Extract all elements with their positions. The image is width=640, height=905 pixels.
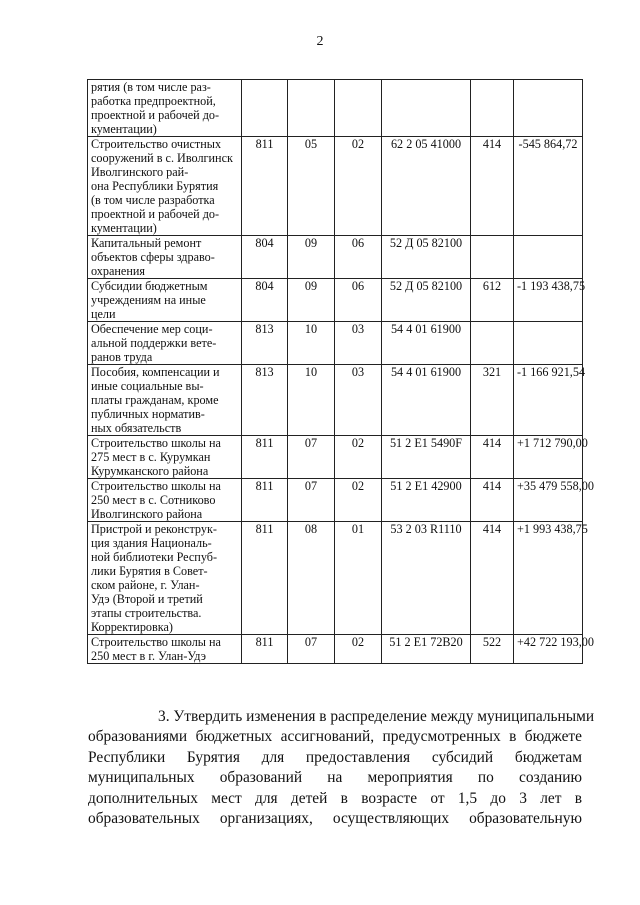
- code-target-article-cell: 54 4 01 61900: [382, 365, 471, 436]
- code-target-article-cell: [382, 80, 471, 137]
- description-line: проектной и рабочей до-: [91, 207, 220, 221]
- description-line: Обеспечение мер соци-: [91, 322, 213, 336]
- amount-cell: [514, 236, 583, 279]
- code-subsection-cell: 06: [335, 279, 382, 322]
- description-line: Иволгинского района: [91, 507, 203, 521]
- description-line: Иволгинского рай-: [91, 165, 189, 179]
- code-gr-cell: 811: [242, 522, 288, 635]
- code-section-cell: 05: [288, 137, 335, 236]
- code-subsection-cell: 02: [335, 436, 382, 479]
- code-subsection-cell: 06: [335, 236, 382, 279]
- paragraph-3: [88, 707, 595, 829]
- description-line: кументации): [91, 221, 157, 235]
- description-cell: [88, 322, 242, 365]
- code-target-article-cell: 54 4 01 61900: [382, 322, 471, 365]
- code-section-cell: 07: [288, 635, 335, 664]
- paragraph-line: образованиями бюджетных ассигнований, предусмотренных в бюджете: [88, 728, 582, 746]
- code-expense-type-cell: 321: [471, 365, 514, 436]
- description-line: Капитальный ремонт: [91, 236, 202, 250]
- table-body: [88, 80, 594, 664]
- code-gr-cell: 811: [242, 137, 288, 236]
- description-line: ция здания Националь-: [91, 536, 212, 550]
- description-line: публичных норматив-: [91, 407, 205, 421]
- amount-cell: [514, 322, 583, 365]
- table-row: [88, 80, 583, 137]
- code-gr-cell: 804: [242, 279, 288, 322]
- table-row: [88, 635, 583, 664]
- code-section-cell: 10: [288, 365, 335, 436]
- code-section-cell: [288, 80, 335, 137]
- description-line: 250 мест в с. Сотниково: [91, 493, 216, 507]
- description-cell: [88, 635, 242, 664]
- description-line: ранов труда: [91, 350, 153, 364]
- code-gr-cell: 811: [242, 436, 288, 479]
- description-line: (в том числе разработка: [91, 193, 215, 207]
- amount-cell: -1 193 438,75: [514, 279, 583, 322]
- code-target-article-cell: 53 2 03 R1110: [382, 522, 471, 635]
- description-line: 250 мест в г. Улан-Удэ: [91, 649, 207, 663]
- description-line: ных обязательств: [91, 421, 182, 435]
- description-line: Строительство школы на: [91, 436, 221, 450]
- code-section-cell: 07: [288, 479, 335, 522]
- amount-cell: -545 864,72: [514, 137, 583, 236]
- description-line: Строительство школы на: [91, 635, 221, 649]
- description-line: ском районе, г. Улан-: [91, 578, 200, 592]
- description-line: она Республики Бурятия: [91, 179, 219, 193]
- code-target-article-cell: 62 2 05 41000: [382, 137, 471, 236]
- table-row: [88, 236, 583, 279]
- description-cell: [88, 365, 242, 436]
- amount-cell: +1 993 438,75: [514, 522, 583, 635]
- code-section-cell: 07: [288, 436, 335, 479]
- code-subsection-cell: [335, 80, 382, 137]
- code-expense-type-cell: 414: [471, 479, 514, 522]
- description-line: Корректировка): [91, 620, 173, 634]
- table-row: [88, 365, 583, 436]
- amount-cell: +1 712 790,00: [514, 436, 583, 479]
- amount-cell: -1 166 921,54: [514, 365, 583, 436]
- code-target-article-cell: 51 2 E1 5490F: [382, 436, 471, 479]
- code-section-cell: 09: [288, 279, 335, 322]
- amount-cell: [514, 80, 583, 137]
- description-line: Пристрой и реконструк-: [91, 522, 217, 536]
- table-row: [88, 436, 583, 479]
- code-gr-cell: 811: [242, 635, 288, 664]
- amount-cell: +35 479 558,00: [514, 479, 583, 522]
- paragraph-line: Республики Бурятия для предоставления субсидий бюджетам: [88, 748, 582, 766]
- description-line: Субсидии бюджетным: [91, 279, 208, 293]
- code-subsection-cell: 03: [335, 322, 382, 365]
- description-line: учреждениям на иные: [91, 293, 206, 307]
- description-line: платы гражданам, кроме: [91, 393, 219, 407]
- description-line: проектной и рабочей до-: [91, 108, 220, 122]
- code-expense-type-cell: 414: [471, 436, 514, 479]
- description-cell: [88, 80, 242, 137]
- code-target-article-cell: 51 2 E1 42900: [382, 479, 471, 522]
- paragraph-line: муниципальных образований на мероприятия по созданию: [88, 769, 582, 787]
- code-section-cell: 10: [288, 322, 335, 365]
- description-line: этапы строительства.: [91, 606, 202, 620]
- code-subsection-cell: 02: [335, 635, 382, 664]
- description-cell: [88, 279, 242, 322]
- table-row: [88, 322, 583, 365]
- code-target-article-cell: 52 Д 05 82100: [382, 279, 471, 322]
- paragraph-line: 3. Утвердить изменения в распределение между муниципальными: [158, 708, 595, 725]
- code-expense-type-cell: [471, 236, 514, 279]
- paragraph-line: образовательных организациях, осуществляющих образовательную: [88, 810, 582, 828]
- code-gr-cell: 813: [242, 322, 288, 365]
- table-row: [88, 522, 583, 635]
- description-line: объектов сферы здраво-: [91, 250, 215, 264]
- description-cell: [88, 137, 242, 236]
- description-line: иные социальные вы-: [91, 379, 204, 393]
- code-gr-cell: [242, 80, 288, 137]
- description-line: 275 мест в с. Курумкан: [91, 450, 211, 464]
- code-target-article-cell: 52 Д 05 82100: [382, 236, 471, 279]
- code-gr-cell: 811: [242, 479, 288, 522]
- description-line: сооружений в с. Иволгинск: [91, 151, 233, 165]
- code-section-cell: 09: [288, 236, 335, 279]
- code-subsection-cell: 02: [335, 479, 382, 522]
- description-line: лики Бурятия в Совет-: [91, 564, 208, 578]
- description-line: рятия (в том числе раз-: [91, 80, 211, 94]
- code-expense-type-cell: 612: [471, 279, 514, 322]
- description-line: Курумканского района: [91, 464, 209, 478]
- table-row: [88, 137, 583, 236]
- code-expense-type-cell: 522: [471, 635, 514, 664]
- description-line: ной библиотеки Респуб-: [91, 550, 218, 564]
- description-line: кументации): [91, 122, 157, 136]
- code-expense-type-cell: 414: [471, 137, 514, 236]
- description-line: Строительство школы на: [91, 479, 221, 493]
- code-subsection-cell: 01: [335, 522, 382, 635]
- description-cell: [88, 479, 242, 522]
- table-row: [88, 279, 583, 322]
- paragraph-line: дополнительных мест для детей в возрасте от 1,5 до 3 лет в: [88, 789, 582, 807]
- budget-allocation-table: [87, 79, 594, 664]
- amount-cell: +42 722 193,00: [514, 635, 583, 664]
- code-target-article-cell: 51 2 E1 72B20: [382, 635, 471, 664]
- description-cell: [88, 436, 242, 479]
- description-cell: [88, 236, 242, 279]
- description-line: альной поддержки вете-: [91, 336, 217, 350]
- code-expense-type-cell: [471, 80, 514, 137]
- description-line: Удэ (Второй и третий: [91, 592, 203, 606]
- table-row: [88, 479, 583, 522]
- description-line: работка предпроектной,: [91, 94, 216, 108]
- code-expense-type-cell: [471, 322, 514, 365]
- code-gr-cell: 813: [242, 365, 288, 436]
- description-line: Пособия, компенсации и: [91, 365, 220, 379]
- code-expense-type-cell: 414: [471, 522, 514, 635]
- code-subsection-cell: 02: [335, 137, 382, 236]
- code-gr-cell: 804: [242, 236, 288, 279]
- description-line: Строительство очистных: [91, 137, 222, 151]
- page-number: 2: [316, 34, 324, 49]
- description-line: охранения: [91, 264, 145, 278]
- code-section-cell: 08: [288, 522, 335, 635]
- code-subsection-cell: 03: [335, 365, 382, 436]
- description-cell: [88, 522, 242, 635]
- description-line: цели: [91, 307, 116, 321]
